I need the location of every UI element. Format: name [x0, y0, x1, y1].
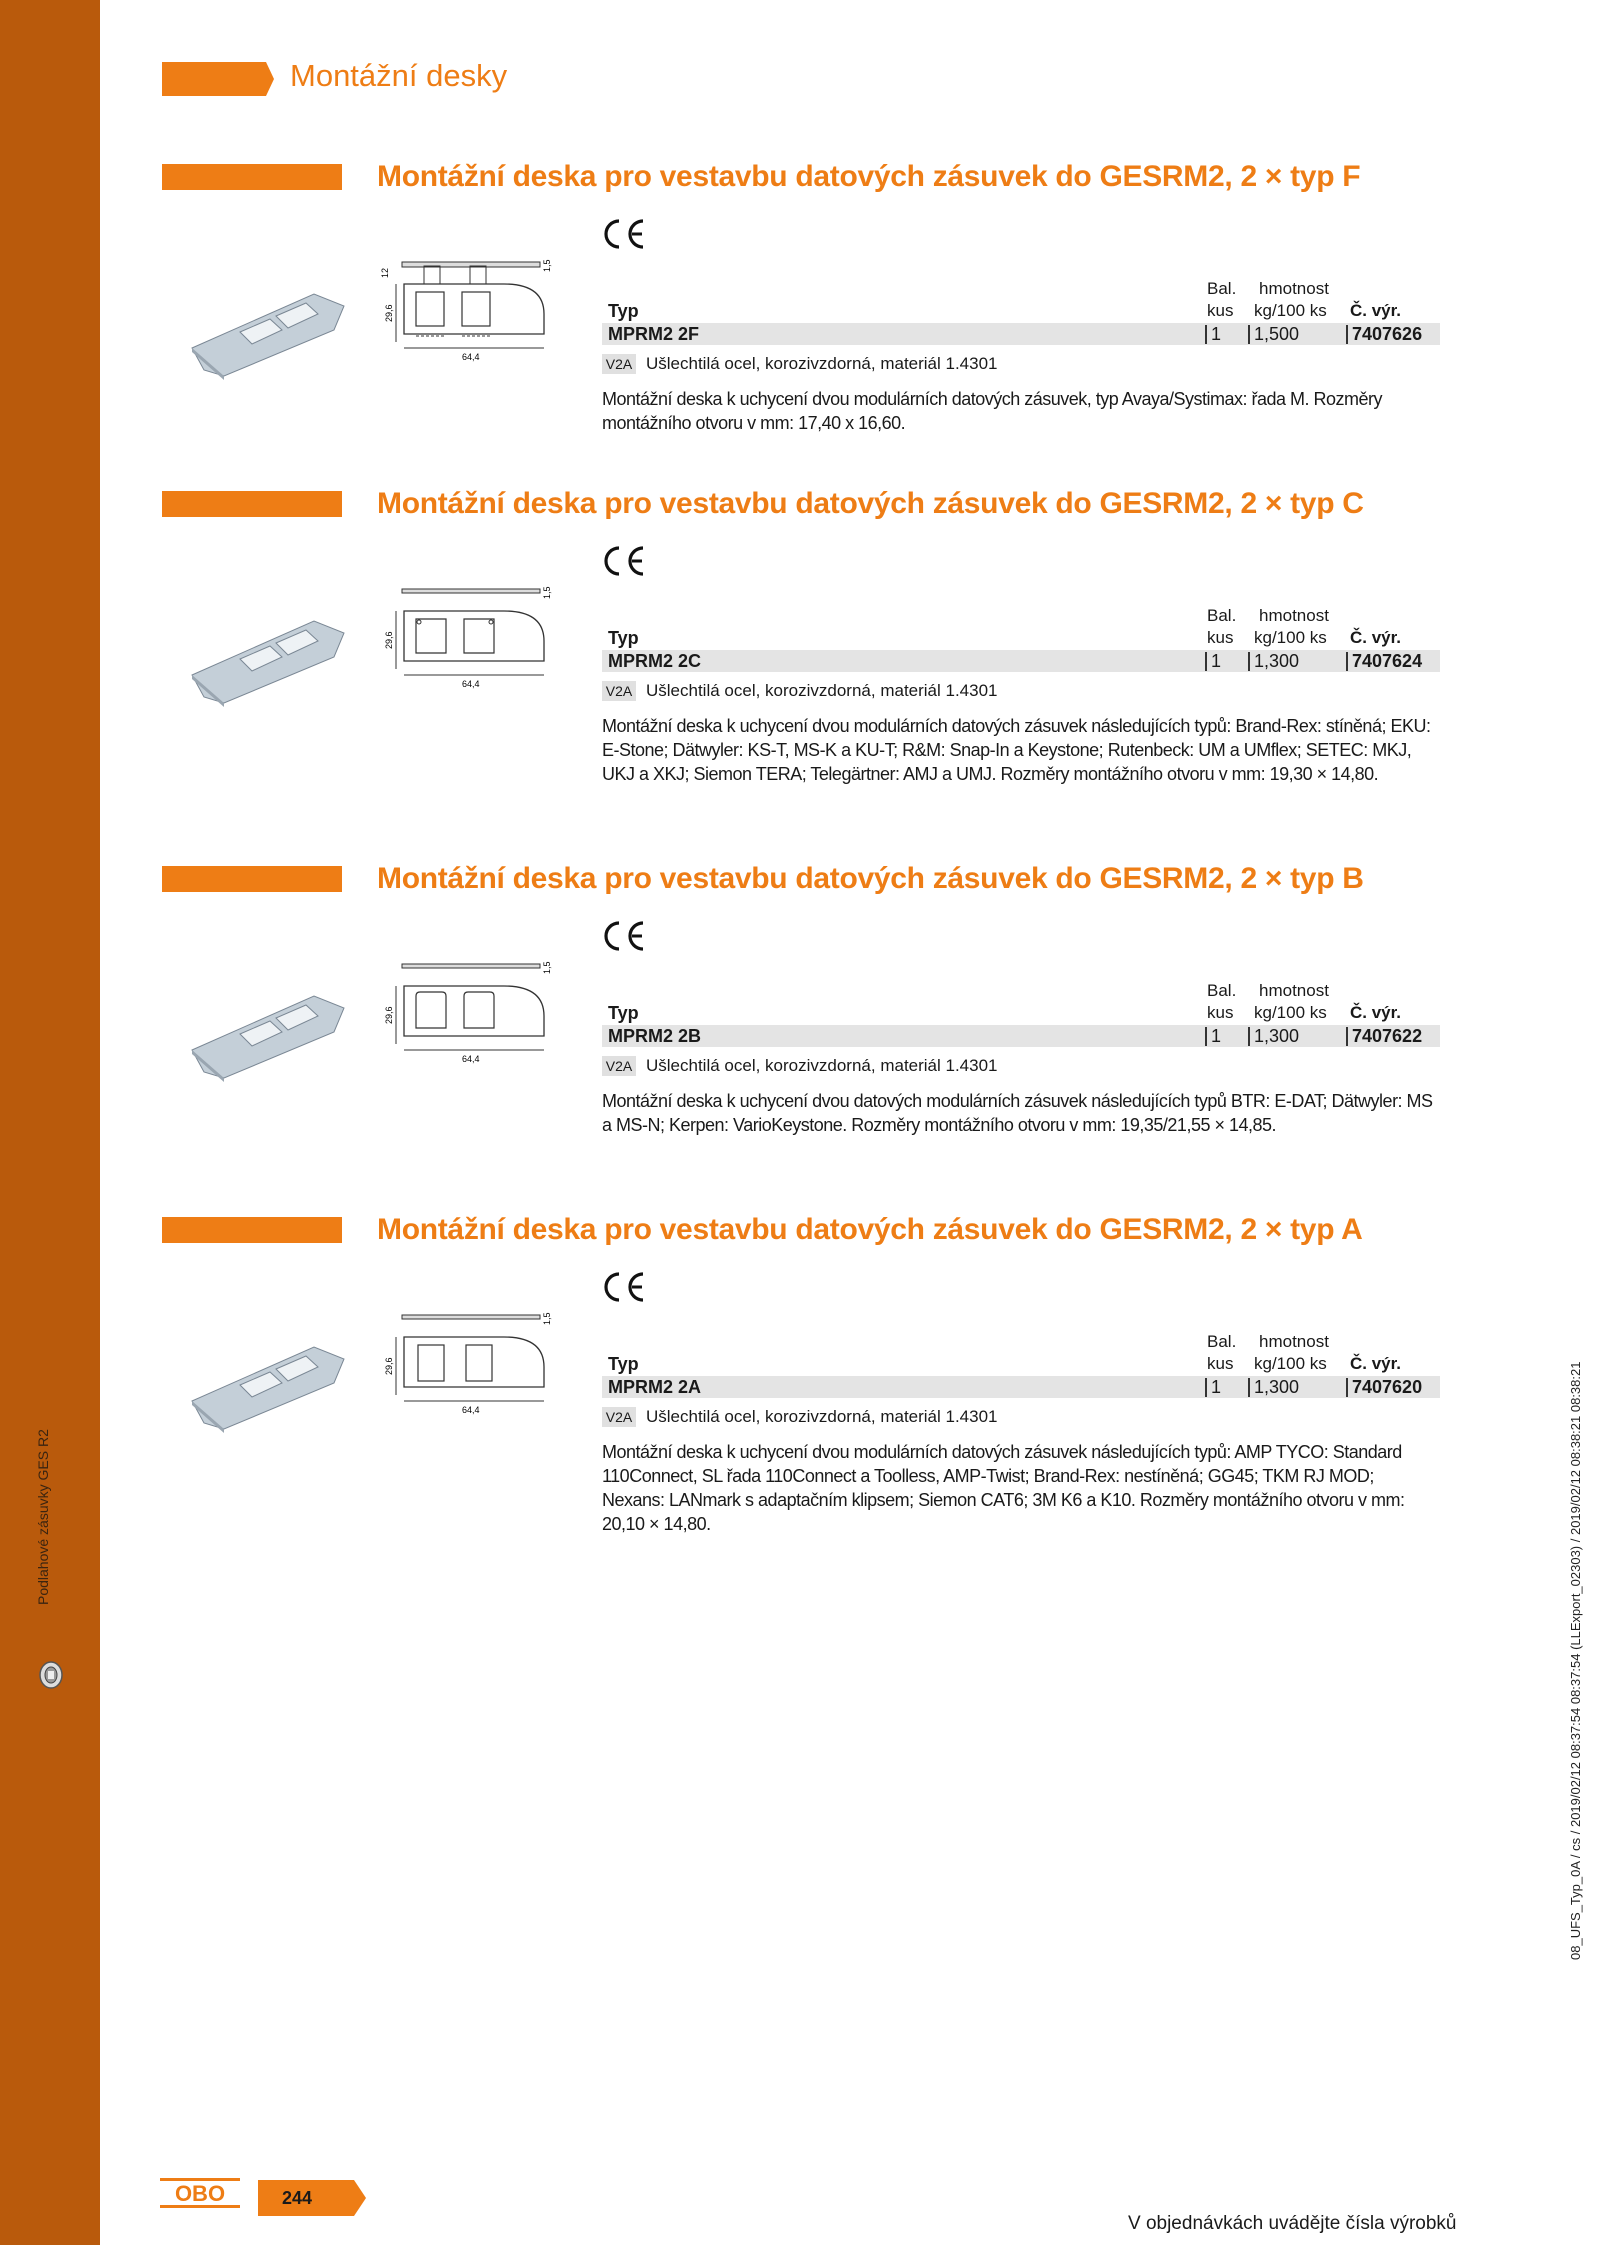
col-hmotnost: hmotnost	[1259, 606, 1329, 625]
table-row	[602, 1376, 1440, 1398]
material-row	[602, 1406, 1440, 1430]
drawing-thickness-label: 1,5	[542, 961, 552, 974]
col-kus: kus	[1207, 1354, 1234, 1373]
row-separator	[1346, 1378, 1348, 1397]
drawing-width-label: 64,4	[462, 679, 480, 689]
product-type: MPRM2 2B	[608, 1026, 702, 1046]
ce-mark-icon	[599, 544, 647, 578]
row-separator	[1346, 652, 1348, 671]
page-number: 244	[282, 2188, 313, 2208]
product-section	[162, 1213, 1442, 1553]
product-section	[162, 862, 1442, 1202]
material-row	[602, 1055, 1440, 1079]
col-kg: kg/100 ks	[1254, 1003, 1327, 1022]
col-kus: kus	[1207, 301, 1234, 320]
ce-mark-icon	[599, 1270, 647, 1304]
technical-drawing	[382, 924, 582, 1114]
technical-drawing	[382, 549, 582, 739]
material-row	[602, 680, 1440, 704]
material-text: Ušlechtilá ocel, korozivzdorná, materiál 1.4301	[646, 681, 998, 700]
col-kus: kus	[1207, 628, 1234, 647]
product-title: Montážní deska pro vestavbu datových zásuvek do GESRM2, 2 × typ F	[377, 160, 1361, 193]
product-description: Montážní deska k uchycení dvou datových modulárních zásuvek následujících typů BTR: E-DAT; Dätwyler: MS a MS-N; Kerpen: VarioKeystone. Rozměry montážního otvoru v mm: 19,35/21,55 × 14,85.	[602, 1091, 1433, 1135]
material-row	[602, 353, 1440, 377]
col-bal: Bal.	[1207, 981, 1237, 1000]
product-kus: 1	[1211, 1377, 1222, 1397]
col-cvyr: Č. výr.	[1350, 301, 1402, 320]
drawing-width-label: 64,4	[462, 1054, 480, 1064]
drawing-thickness-label: 1,5	[542, 586, 552, 599]
col-typ: Typ	[608, 1003, 639, 1023]
plate-illustration	[184, 972, 354, 1082]
product-type: MPRM2 2A	[608, 1377, 702, 1397]
product-section	[162, 487, 1442, 827]
table-row	[602, 650, 1440, 672]
product-article: 7407626	[1352, 324, 1423, 344]
drawing-height-label: 29,6	[384, 1006, 394, 1024]
technical-drawing	[382, 1275, 582, 1465]
material-text: Ušlechtilá ocel, korozivzdorná, materiál 1.4301	[646, 354, 998, 373]
row-separator	[1248, 1027, 1250, 1046]
section-bar	[162, 164, 342, 190]
product-weight: 1,300	[1254, 651, 1300, 671]
drawing-height-label: 29,6	[384, 304, 394, 322]
row-separator	[1205, 1378, 1207, 1397]
col-bal: Bal.	[1207, 1332, 1237, 1351]
product-section	[162, 160, 1442, 500]
drawing-thickness-label: 1,5	[542, 1312, 552, 1325]
col-kg: kg/100 ks	[1254, 301, 1327, 320]
technical-drawing	[382, 222, 582, 412]
product-table	[602, 977, 1440, 1137]
plate-illustration	[184, 597, 354, 707]
footer-note: V objednávkách uvádějte čísla výrobků	[1128, 2213, 1457, 2234]
col-bal: Bal.	[1207, 279, 1237, 298]
col-hmotnost: hmotnost	[1259, 981, 1329, 1000]
header-arrow-icon	[162, 62, 274, 96]
section-bar	[162, 1217, 342, 1243]
material-text: Ušlechtilá ocel, korozivzdorná, materiál 1.4301	[646, 1407, 998, 1426]
obo-logo-icon	[160, 2178, 240, 2208]
row-separator	[1248, 652, 1250, 671]
product-kus: 1	[1211, 324, 1222, 344]
product-description: Montážní deska k uchycení dvou modulárních datových zásuvek, typ Avaya/Systimax: řada M. Rozměry montážního otvoru v mm: 17,40 x 16,60.	[602, 389, 1383, 433]
product-weight: 1,500	[1254, 324, 1300, 344]
drawing-height-label: 29,6	[384, 631, 394, 649]
row-separator	[1346, 1027, 1348, 1046]
sidebar-label: Podlahové zásuvky GES R2	[35, 1429, 51, 1605]
product-title: Montážní deska pro vestavbu datových zásuvek do GESRM2, 2 × typ B	[377, 862, 1364, 895]
col-cvyr: Č. výr.	[1350, 1354, 1402, 1373]
material-text: Ušlechtilá ocel, korozivzdorná, materiál 1.4301	[646, 1056, 998, 1075]
export-info: 08_UFS_Typ_0A / cs / 2019/02/12 08:37:54 08:37:54 (LLExport_02303) / 2019/02/12 08:38:21 08:38:21	[1568, 1361, 1583, 1960]
product-type: MPRM2 2C	[608, 651, 702, 671]
material-code-badge: V2A	[602, 1407, 636, 1427]
product-kus: 1	[1211, 651, 1222, 671]
product-kus: 1	[1211, 1026, 1222, 1046]
col-kg: kg/100 ks	[1254, 628, 1327, 647]
logo-text: OBO	[174, 2181, 226, 2206]
col-typ: Typ	[608, 628, 639, 648]
col-cvyr: Č. výr.	[1350, 628, 1402, 647]
col-hmotnost: hmotnost	[1259, 1332, 1329, 1351]
product-article: 7407620	[1352, 1377, 1423, 1397]
col-bal: Bal.	[1207, 606, 1237, 625]
product-title: Montážní deska pro vestavbu datových zásuvek do GESRM2, 2 × typ A	[377, 1213, 1363, 1246]
product-weight: 1,300	[1254, 1026, 1300, 1046]
table-header	[602, 275, 1440, 319]
section-bar	[162, 491, 342, 517]
section-bar	[162, 866, 342, 892]
product-table	[602, 1328, 1440, 1536]
product-description: Montážní deska k uchycení dvou modulárních datových zásuvek následujících typů: Brand-Rex: stíněná; EKU: E-Stone; Dätwyler: KS-T, MS-K a KU-T; R&M: Snap-In a Keystone; Rutenbeck: UM a UMflex; SETEC: MKJ, UKJ a XKJ; Siemon TERA; Telegärtner: AMJ a UMJ. Rozměry montážního otvoru v mm: 19,30 × 14,80.	[602, 716, 1431, 784]
table-header	[602, 602, 1440, 646]
material-code-badge: V2A	[602, 354, 636, 374]
ce-mark-icon	[599, 217, 647, 251]
row-separator	[1205, 652, 1207, 671]
row-separator	[1205, 325, 1207, 344]
product-article: 7407622	[1352, 1026, 1423, 1046]
col-hmotnost: hmotnost	[1259, 279, 1329, 298]
ce-mark-icon	[599, 919, 647, 953]
row-separator	[1248, 1378, 1250, 1397]
floor-socket-icon	[38, 1660, 64, 1690]
table-header	[602, 977, 1440, 1021]
material-code-badge: V2A	[602, 681, 636, 701]
col-kus: kus	[1207, 1003, 1234, 1022]
row-separator	[1346, 325, 1348, 344]
table-header	[602, 1328, 1440, 1372]
drawing-width-label: 64,4	[462, 352, 480, 362]
col-cvyr: Č. výr.	[1350, 1003, 1402, 1022]
product-description: Montážní deska k uchycení dvou modulárních datových zásuvek následujících typů: AMP TYCO: Standard 110Connect, SL řada 110Connect a Toolless, AMP-Twist; Brand-Rex: nestíněná; GG45; TKM RJ MOD; Nexans: LANmark s adaptačním klipsem; Siemon CAT6; 3M K6 a K10. Rozměry montážního otvoru v mm: 20,10 × 14,80.	[602, 1442, 1405, 1534]
table-row	[602, 1025, 1440, 1047]
col-kg: kg/100 ks	[1254, 1354, 1327, 1373]
row-separator	[1248, 325, 1250, 344]
product-table	[602, 602, 1440, 786]
plate-illustration	[184, 270, 354, 380]
page-section-title: Montážní desky	[290, 58, 508, 93]
plate-illustration	[184, 1323, 354, 1433]
product-type: MPRM2 2F	[608, 324, 700, 344]
product-title: Montážní deska pro vestavbu datových zásuvek do GESRM2, 2 × typ C	[377, 487, 1364, 520]
row-separator	[1205, 1027, 1207, 1046]
col-typ: Typ	[608, 301, 639, 321]
product-article: 7407624	[1352, 651, 1423, 671]
drawing-height-label: 29,6	[384, 1357, 394, 1375]
table-row	[602, 323, 1440, 345]
drawing-step-label: 12	[380, 267, 390, 278]
drawing-thickness-label: 1,5	[542, 259, 552, 272]
product-weight: 1,300	[1254, 1377, 1300, 1397]
drawing-width-label: 64,4	[462, 1405, 480, 1415]
product-table	[602, 275, 1440, 435]
material-code-badge: V2A	[602, 1056, 636, 1076]
col-typ: Typ	[608, 1354, 639, 1374]
sidebar	[0, 0, 100, 2245]
